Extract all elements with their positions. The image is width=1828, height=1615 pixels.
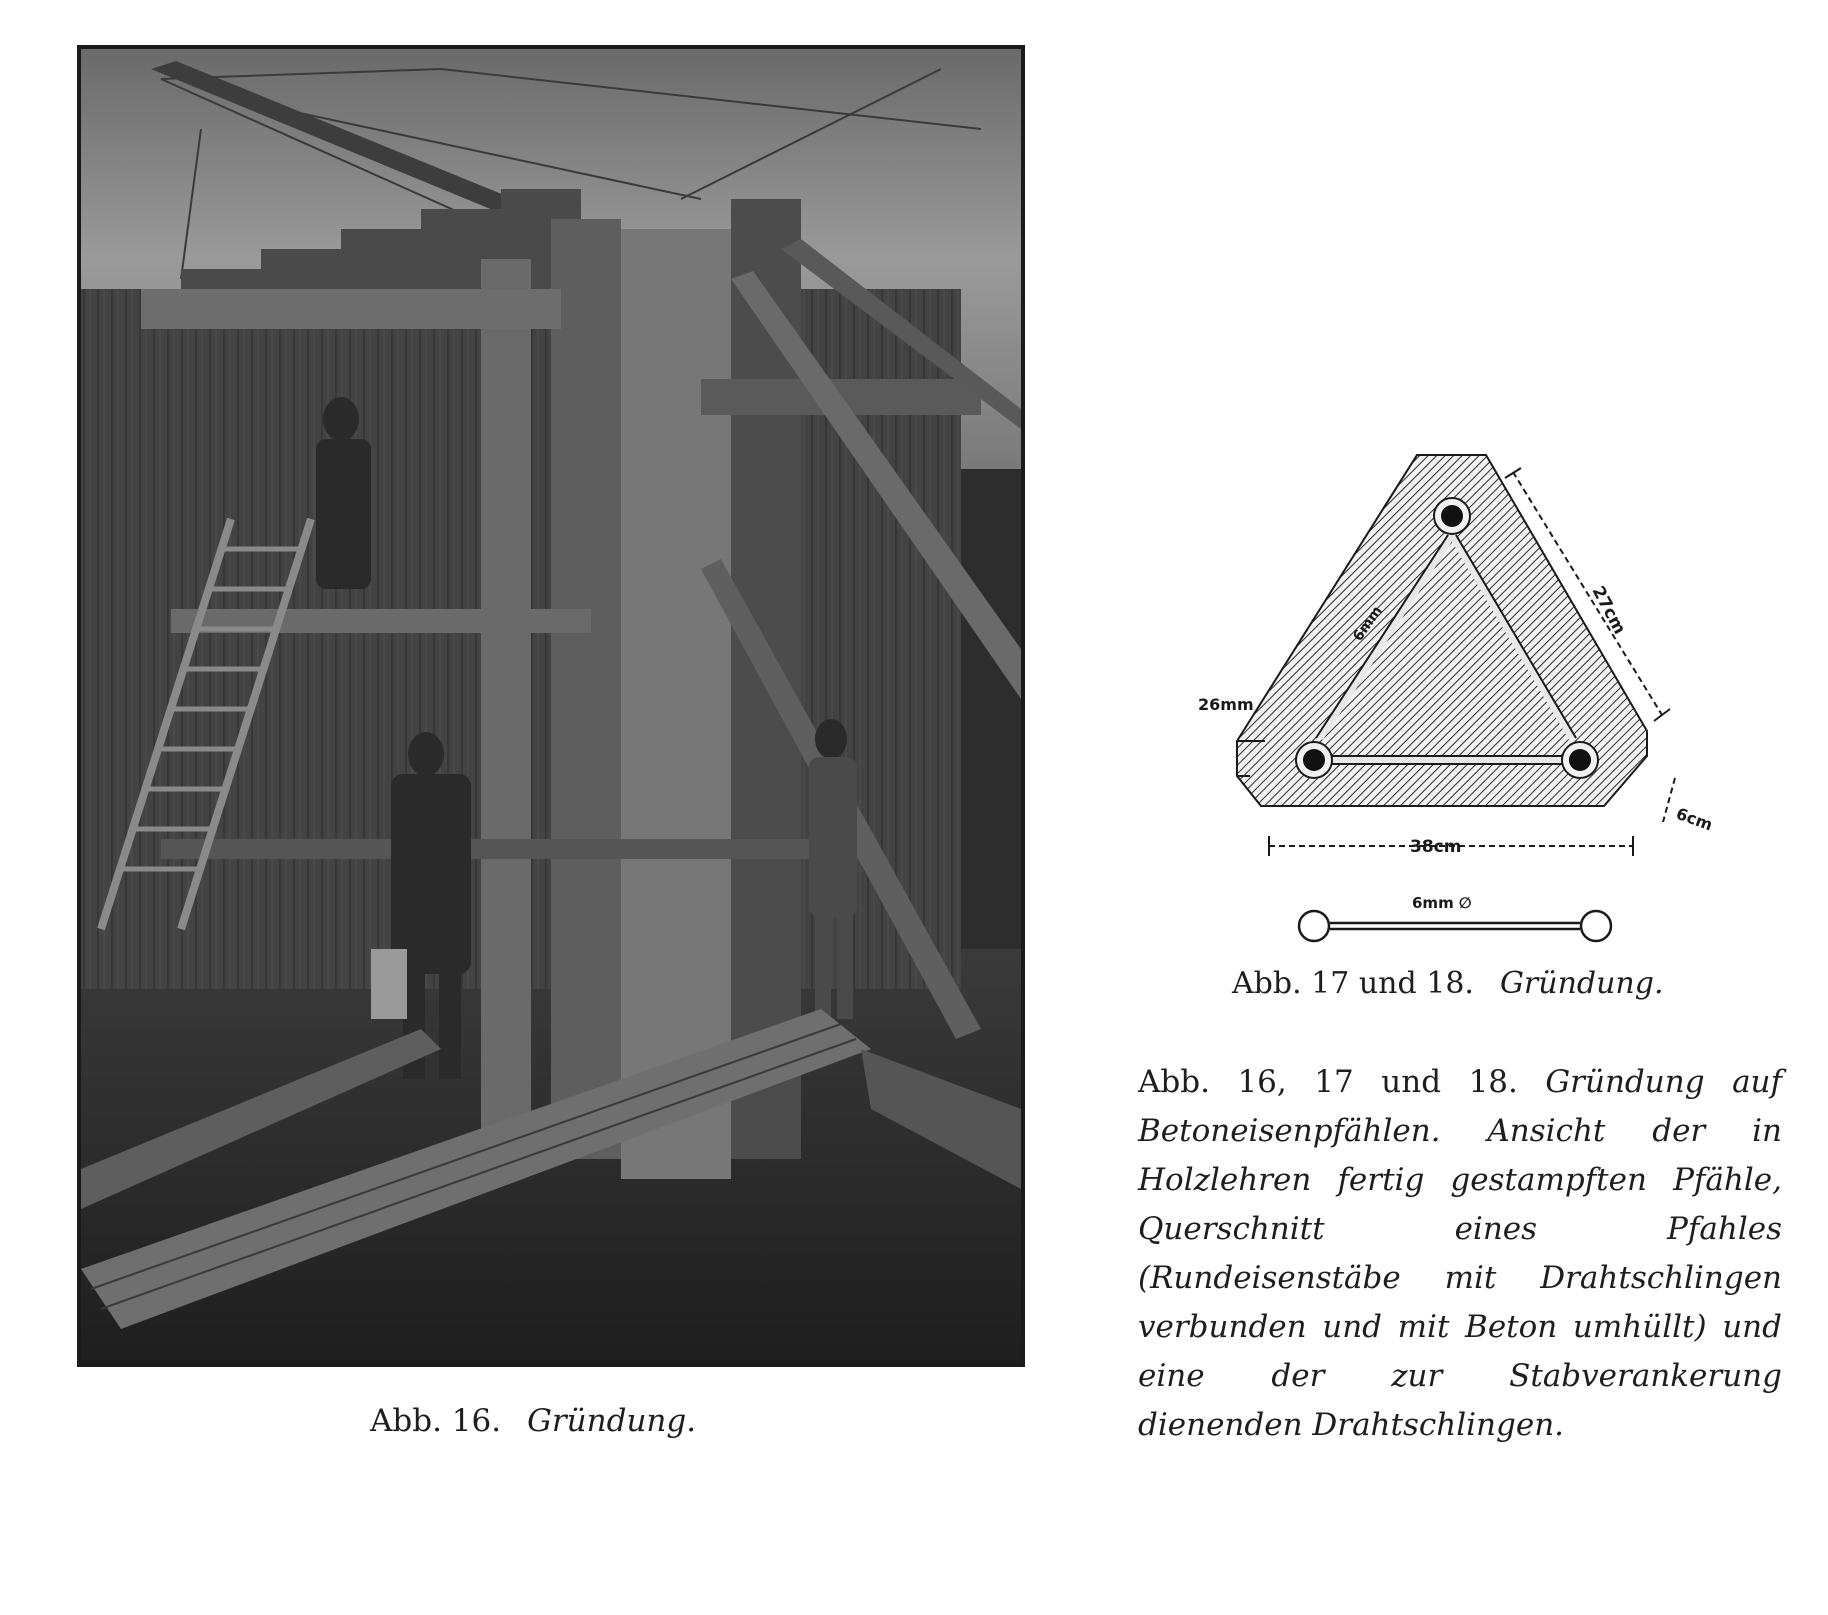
figure-17-18-title: Gründung.	[1499, 966, 1664, 1001]
pile-cross-section-diagram	[1180, 440, 1740, 980]
bar-left	[1296, 742, 1332, 778]
dim-bar-diameter-label: 26mm	[1198, 695, 1254, 714]
figure-16-caption	[370, 1403, 696, 1439]
bar-right	[1562, 742, 1598, 778]
wire-loop-diagram	[1299, 911, 1611, 941]
construction-photo	[77, 45, 1025, 1367]
dim-side-label: 27cm	[1587, 582, 1630, 638]
figure-16-title: Gründung.	[527, 1403, 697, 1439]
dim-loop-wire-label: 6mm ∅	[1412, 894, 1472, 912]
pile-cross-section-svg	[1180, 440, 1740, 980]
construction-photo-illustration	[81, 49, 1021, 1363]
figure-description-label: Abb. 16, 17 und 18.	[1138, 1064, 1518, 1100]
figure-description	[1138, 1058, 1782, 1450]
dim-wire-inner-label: 6mm	[1350, 603, 1386, 645]
dim-corner-label: 6cm	[1673, 803, 1716, 835]
figure-17-18-caption	[1232, 966, 1664, 1001]
figure-17-18-label: Abb. 17 und 18.	[1232, 966, 1474, 1001]
figure-16-label: Abb. 16.	[370, 1403, 502, 1439]
bar-top	[1434, 498, 1470, 534]
dim-base-label: 38cm	[1410, 837, 1462, 857]
figure-description-text: Gründung auf Betoneisenpfählen. Ansicht der in Holzlehren fertig gestampften Pfähle, Querschnitt eines Pfahles (Rundeisenstäbe mit Drahtschlingen verbunden und mit Beton umhüllt) und eine der zur Stabverankerung dienenden Drahtschlingen.	[1138, 1064, 1782, 1443]
